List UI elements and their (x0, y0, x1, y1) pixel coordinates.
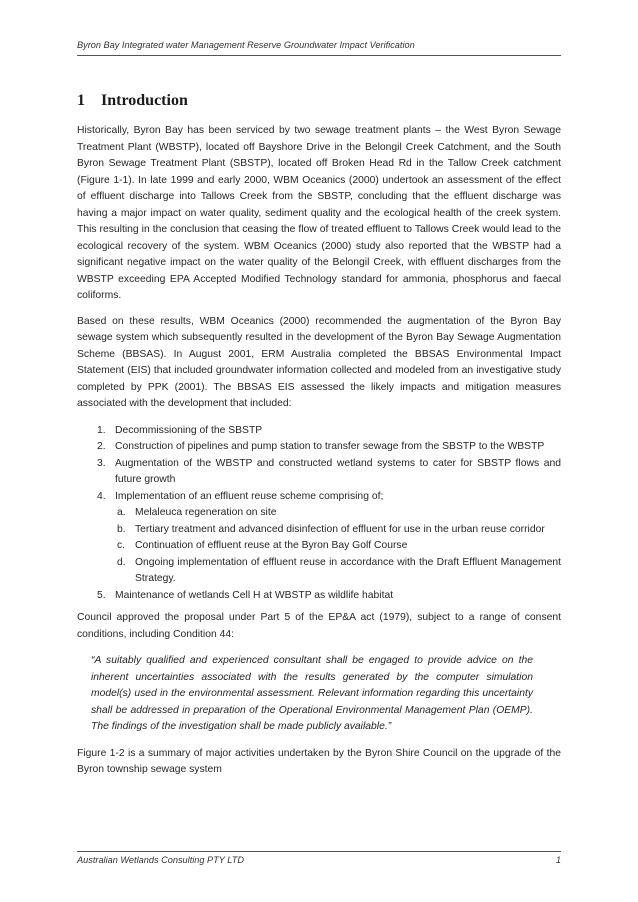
list-item-text: Implementation of an effluent reuse scheme comprising of; (115, 490, 384, 502)
footer-company: Australian Wetlands Consulting PTY LTD (77, 855, 244, 865)
paragraph-augmentation: Based on these results, WBM Oceanics (2000) recommended the augmentation of the Byron Bay sewage system which subsequently resulted in the development of the Byron Bay Sewage Augmentation Scheme (BBSAS). In August 2001, ERM Australia completed the BBSAS Environmental Impact Statement (EIS) that included groundwater information collected and modeled from an investigative study completed by PPK (2001). The BBSAS EIS assessed the likely impacts and mitigation measures associated with the development that included: (77, 315, 561, 409)
paragraph-figure-reference: Figure 1-2 is a summary of major activities undertaken by the Byron Shire Council on the upgrade of the Byron township sewage system (77, 747, 561, 775)
list-item (97, 489, 561, 588)
sublist-item-text: Tertiary treatment and advanced disinfection of effluent for use in the urban reuse corridor (135, 523, 545, 535)
sublist-item-text: Continuation of effluent reuse at the Byron Bay Golf Course (135, 540, 408, 551)
list-item-text: Augmentation of the WBSTP and constructed wetland systems to cater for SBSTP flows and future growth (115, 457, 561, 485)
condition-quote: “A suitably qualified and experienced consultant shall be engaged to provide advice on the inherent uncertainties associated with the results generated by the computer simulation model(s) used in the environmental assessment. Relevant information regarding this uncertainty shall be addressed in preparation of the Operational Environmental Management Plan (OEMP). The findings of the investigation shall be made publicly available.” (91, 655, 533, 732)
list-item (97, 439, 561, 456)
sublist-item-text: Melaleuca regeneration on site (135, 507, 277, 518)
list-marker: 2. (97, 441, 106, 452)
section-heading (77, 92, 188, 110)
paragraph-history: Historically, Byron Bay has been serviced by two sewage treatment plants – the West Byron Sewage Treatment Plant (WBSTP), located off Bayshore Drive in the Belongil Creek Catchment, and the South Byron Sewage Treatment Plant (SBSTP), located off Broken Head Rd in the Tallow Creek catchment (Figure 1-1). In late 1999 and early 2000, WBM Oceanics (2000) undertook an assessment of the effect of effluent discharge into Tallows Creek from the SBSTP, concluding that the effluent discharge was having a major impact on water quality, sediment quality and the ecological health of the creek system. This resulting in the conclusion that ceasing the flow of treated effluent to Tallows Creek would lead to the ecological recovery of the system. WBM Oceanics (2000) study also reported that the WBSTP had a significant negative impact on the water quality of the Belongil Creek, with effluent discharges from the WBSTP exceeding EPA Accepted Modified Technology standard for ammonia, phosphorus and faecal coliforms. (77, 125, 561, 301)
sublist-item (117, 505, 561, 522)
section-number: 1 (77, 92, 85, 109)
list-marker: 3. (97, 457, 106, 469)
list-item-text: Maintenance of wetlands Cell H at WBSTP as wildlife habitat (115, 589, 394, 601)
paragraph-consent: Council approved the proposal under Part 5 of the EP&A act (1979), subject to a range of consent conditions, including Condition 44: (77, 612, 561, 640)
page-header: Byron Bay Integrated water Management Reserve Groundwater Impact Verification (77, 40, 415, 50)
list-item-text: Construction of pipelines and pump station to transfer sewage from the SBSTP to the WBSTP (115, 441, 545, 452)
page-number: 1 (555, 855, 561, 865)
sublist-marker: b. (117, 523, 126, 535)
sublist-item-text: Ongoing implementation of effluent reuse in accordance with the Draft Effluent Management Strategy. (135, 556, 561, 584)
sublist-marker: a. (117, 507, 126, 518)
reuse-sublist (115, 505, 561, 588)
sublist-marker: d. (117, 556, 126, 568)
sublist-item (117, 555, 561, 588)
list-item (97, 456, 561, 489)
list-marker: 1. (97, 424, 106, 436)
body-text (77, 123, 561, 789)
header-divider (77, 55, 561, 56)
footer-divider (77, 851, 561, 852)
list-item-text: Decommissioning of the SBSTP (115, 424, 263, 436)
section-title: Introduction (101, 92, 188, 109)
sublist-marker: c. (117, 540, 126, 551)
measures-list (77, 423, 561, 605)
list-item (97, 423, 561, 440)
list-marker: 5. (97, 589, 106, 601)
list-item (97, 588, 561, 605)
sublist-item (117, 538, 561, 555)
list-marker: 4. (97, 490, 106, 502)
sublist-item (117, 522, 561, 539)
